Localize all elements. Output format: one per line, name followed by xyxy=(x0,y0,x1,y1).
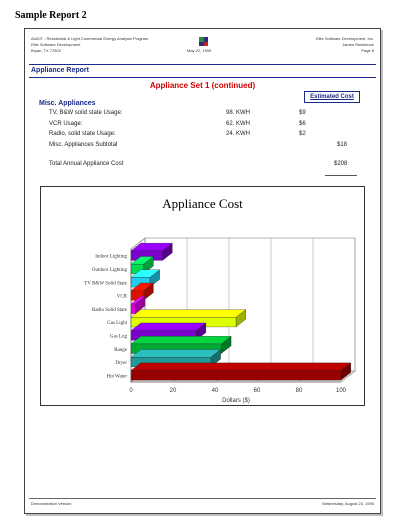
category-label: Range xyxy=(114,347,127,353)
bar xyxy=(131,371,341,381)
row-label: VCR Usage: xyxy=(49,121,83,127)
row-cost: $9 xyxy=(299,110,306,116)
chart-plot xyxy=(41,187,364,405)
header-location: Bryan, TX 77802 xyxy=(31,48,61,53)
header-client: James Residence xyxy=(342,42,374,47)
chart-title: Appliance Cost xyxy=(162,196,243,211)
report-page xyxy=(24,28,381,514)
bar-top xyxy=(131,363,351,371)
bar-top xyxy=(131,336,231,344)
bar-top xyxy=(131,350,221,358)
row-cost: $6 xyxy=(299,121,306,127)
x-axis-label: Dollars ($) xyxy=(222,398,250,404)
x-tick-label: 100 xyxy=(335,388,347,394)
bar xyxy=(131,304,135,314)
category-label: Dryer xyxy=(115,361,127,367)
subtotal-label: Misc. Appliances Subtotal xyxy=(49,142,118,148)
category-label: Indoor Lighting xyxy=(95,254,127,260)
header-program: AUDIT - Residential & Light Commercial Energy Analysis Program xyxy=(31,36,149,41)
category-label: Hot Water xyxy=(106,374,127,380)
total-cost: $208 xyxy=(334,161,348,167)
category-label: TV B&W Solid State xyxy=(84,281,127,287)
total-label: Total Annual Appliance Cost xyxy=(49,161,124,167)
row-usage: 62. KWH xyxy=(226,121,251,127)
misc-appliances-title: Misc. Appliances xyxy=(39,100,96,107)
header-vendor: Elite Software Development, Inc. xyxy=(315,36,374,41)
bar-top xyxy=(131,310,246,318)
header-page-number: Page 8 xyxy=(361,48,374,53)
row-label: Radio, solid state Usage: xyxy=(49,131,116,137)
section-title: Appliance Report xyxy=(31,67,89,74)
header-date: May 22, 1995 xyxy=(187,48,212,53)
footer-date: Wednesday, August 23, 1995 xyxy=(322,501,374,506)
category-label: Radio Solid State xyxy=(92,307,127,313)
category-label: Gas Light xyxy=(107,321,127,327)
appliance-cost-chart xyxy=(40,186,365,406)
footer-divider xyxy=(29,498,376,499)
x-tick-label: 80 xyxy=(295,388,303,394)
row-label: TV, B&W solid state Usage: xyxy=(49,110,123,116)
estimated-cost-header: Estimated Cost xyxy=(304,91,360,103)
header-company: Elite Software Development xyxy=(31,42,81,47)
section-divider xyxy=(29,77,376,78)
category-label: Gas Log xyxy=(109,334,127,340)
program-logo xyxy=(199,37,208,46)
total-divider xyxy=(325,175,357,176)
category-label: Outdoor Lighting xyxy=(91,267,127,273)
header-divider xyxy=(29,64,376,65)
x-tick-label: 40 xyxy=(211,388,219,394)
sample-title: Sample Report 2 xyxy=(15,10,87,21)
footer-version: Demonstration Version xyxy=(31,501,72,506)
x-tick-label: 60 xyxy=(253,388,261,394)
category-label: VCR xyxy=(116,294,127,300)
subtotal-cost: $18 xyxy=(337,142,348,148)
row-usage: 98. KWH xyxy=(226,110,251,116)
row-usage: 24. KWH xyxy=(226,131,251,137)
x-tick-label: 20 xyxy=(169,388,177,394)
appliance-set-title: Appliance Set 1 (continued) xyxy=(149,81,256,90)
x-tick-label: 0 xyxy=(129,388,133,394)
row-cost: $2 xyxy=(299,131,306,137)
bar-top xyxy=(131,323,206,331)
